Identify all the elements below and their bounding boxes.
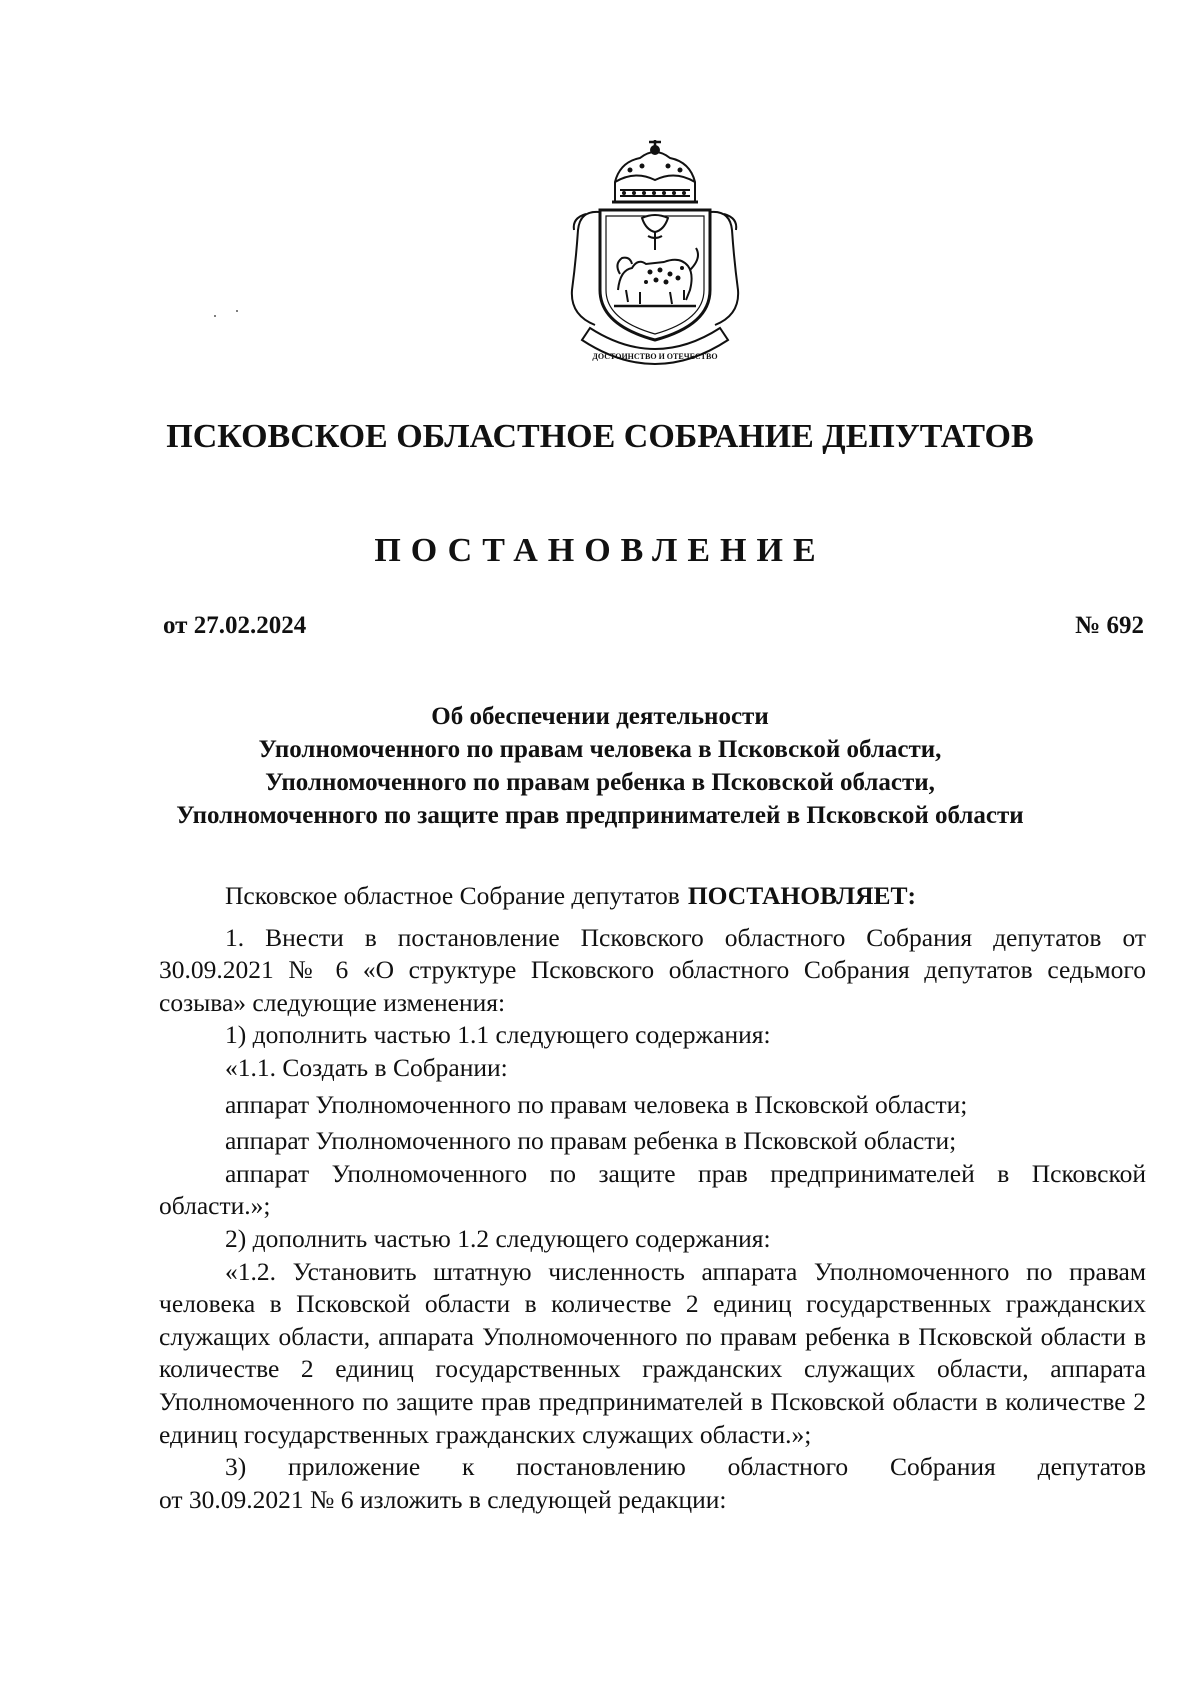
scan-speck bbox=[236, 310, 238, 312]
document-subject bbox=[0, 700, 1200, 832]
body-paragraph-last-line1: 3) приложение к постановлению областного Собрания депутатов bbox=[225, 1452, 1146, 1482]
body-paragraph: 2) дополнить частью 1.2 следующего содержания: bbox=[225, 1223, 771, 1253]
body-paragraph: «1.2. Установить штатную численность аппарата Уполномоченного по правам человека в Псковской области в количестве 2 единиц государственных гражданских служащих области, аппарата Уполномоченного по правам ребенка в Псковской области в количестве 2 единиц государственных гражданских служащих области, аппарата Уполномоченного по защите прав предпринимателей в Псковской области в количестве 2 единиц государственных гражданских служащих области.»; bbox=[159, 1256, 1146, 1449]
intro-text: Псковское областное Собрание депутатов bbox=[225, 881, 680, 910]
document-date: от 27.02.2024 bbox=[163, 612, 307, 639]
body-paragraph: «1.1. Создать в Собрании: bbox=[225, 1052, 508, 1082]
body-paragraph: аппарат Уполномоченного по правам человека в Псковской области; bbox=[225, 1089, 968, 1119]
body-paragraph: 1) дополнить частью 1.1 следующего содержания: bbox=[225, 1020, 771, 1050]
document-type-title: ПОСТАНОВЛЕНИЕ bbox=[374, 532, 826, 569]
body-paragraph-last-line2: от 30.09.2021 № 6 изложить в следующей редакции: bbox=[159, 1484, 727, 1514]
coat-of-arms-emblem bbox=[560, 140, 750, 400]
body-paragraph: аппарат Уполномоченного по защите прав предпринимателей в Псковской области.»; bbox=[159, 1158, 1146, 1221]
document-number: № 692 bbox=[1075, 612, 1144, 639]
body-paragraph: 1. Внести в постановление Псковского областного Собрания депутатов от 30.09.2021 № 6 «О структуре Псковского областного Собрания депутатов седьмого созыва» следующие изменения: bbox=[159, 922, 1146, 1017]
scan-speck bbox=[214, 315, 216, 317]
subject-line: Об обеспечении деятельности bbox=[431, 703, 769, 730]
document-body bbox=[159, 880, 1146, 1516]
pskov-coat-of-arms-icon bbox=[560, 140, 750, 400]
subject-line: Уполномоченного по защите прав предпринимателей в Псковской области bbox=[176, 802, 1024, 829]
resolution-intro bbox=[159, 880, 1146, 913]
emblem-ribbon-text: ДОСТОИНСТВО И ОТЕЧЕСТВО bbox=[592, 352, 718, 361]
subject-line: Уполномоченного по правам ребенка в Псковской области, bbox=[265, 769, 935, 796]
organization-title: ПСКОВСКОЕ ОБЛАСТНОЕ СОБРАНИЕ ДЕПУТАТОВ bbox=[166, 418, 1034, 455]
subject-line: Уполномоченного по правам человека в Псковской области, bbox=[258, 736, 942, 763]
intro-resolves: ПОСТАНОВЛЯЕТ: bbox=[687, 881, 917, 910]
body-paragraph: аппарат Уполномоченного по правам ребенка в Псковской области; bbox=[225, 1126, 957, 1156]
